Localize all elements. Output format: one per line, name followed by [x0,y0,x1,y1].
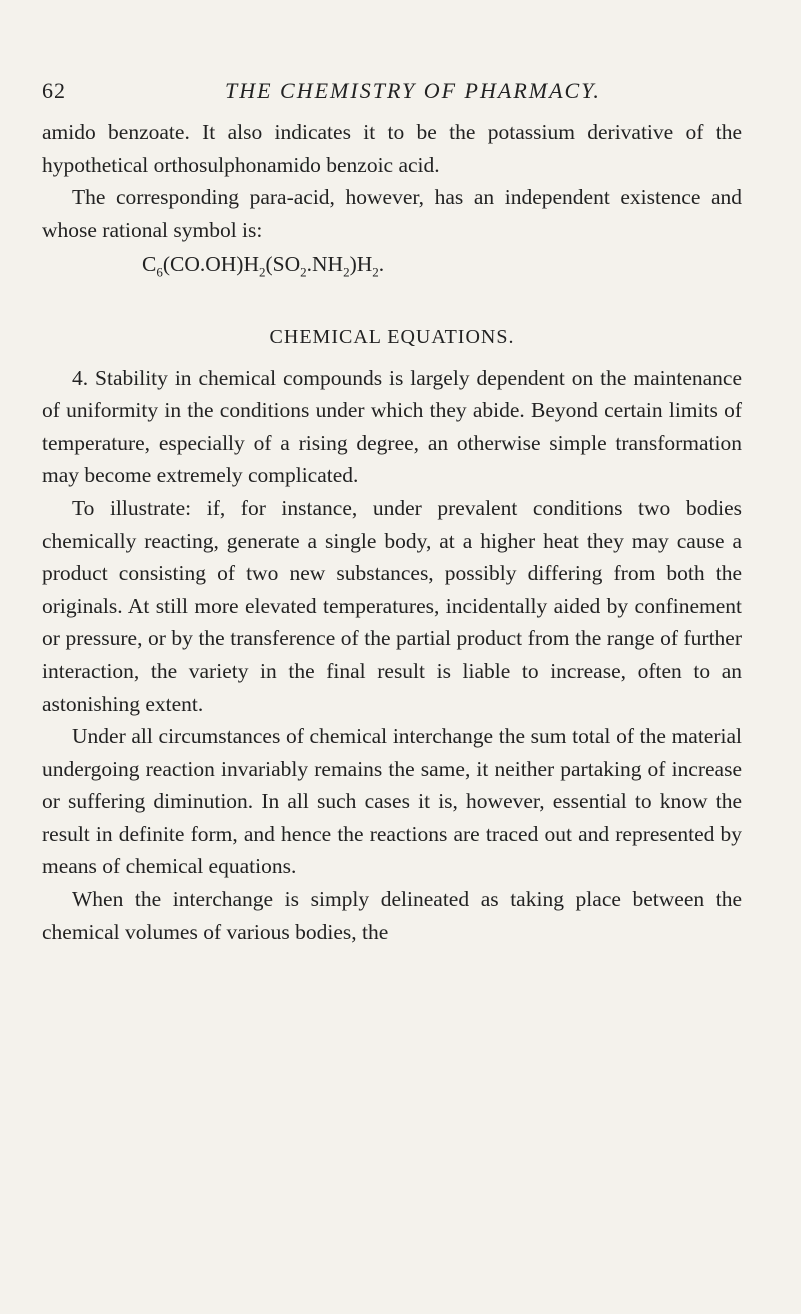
paragraph: The corresponding para-acid, however, has an independent existence and whose rational symbol is: [42,185,742,242]
page-number: 62 [42,78,66,103]
section-heading: CHEMICAL EQUATIONS. [269,325,515,348]
running-title: THE CHEMISTRY OF PHARMACY. [225,78,601,103]
body-text [42,116,742,948]
page-header [42,78,732,112]
paragraph: Under all circumstances of chemical interchange the sum total of the material undergoing reaction invariably remains the same, it neither partaking of increase or suffering diminution. In all such cases it is, however, essential to know the result in definite form, and hence the reactions are traced out and represented by means of chemical equations. [42,724,742,879]
paragraph: To illustrate: if, for instance, under prevalent conditions two bodies chemically reacting, generate a single body, at a higher heat they may cause a product consisting of two new substances, possibly differing from both the originals. At still more elevated temperatures, incidentally aided by confinement or pressure, or by the transference of the partial product from the range of further interaction, the variety in the final result is liable to increase, often to an astonishing extent. [42,495,742,716]
chemical-formula: $C_6(CO.OH)H_2(SO_2.NH_2)H_2$. [142,252,385,280]
paragraph: 4. Stability in chemical compounds is largely dependent on the maintenance of uniformity in the conditions under which they abide. Beyond certain limits of temperature, especially of a rising degree, an otherwise simple transformation may become extremely complicated. [42,365,742,488]
paragraph: amido benzoate. It also indicates it to be the potassium derivative of the hypothetical orthosulphonamido benzoic acid. [42,120,742,177]
paragraph: When the interchange is simply delineated as taking place between the chemical volumes of various bodies, the [42,887,742,944]
